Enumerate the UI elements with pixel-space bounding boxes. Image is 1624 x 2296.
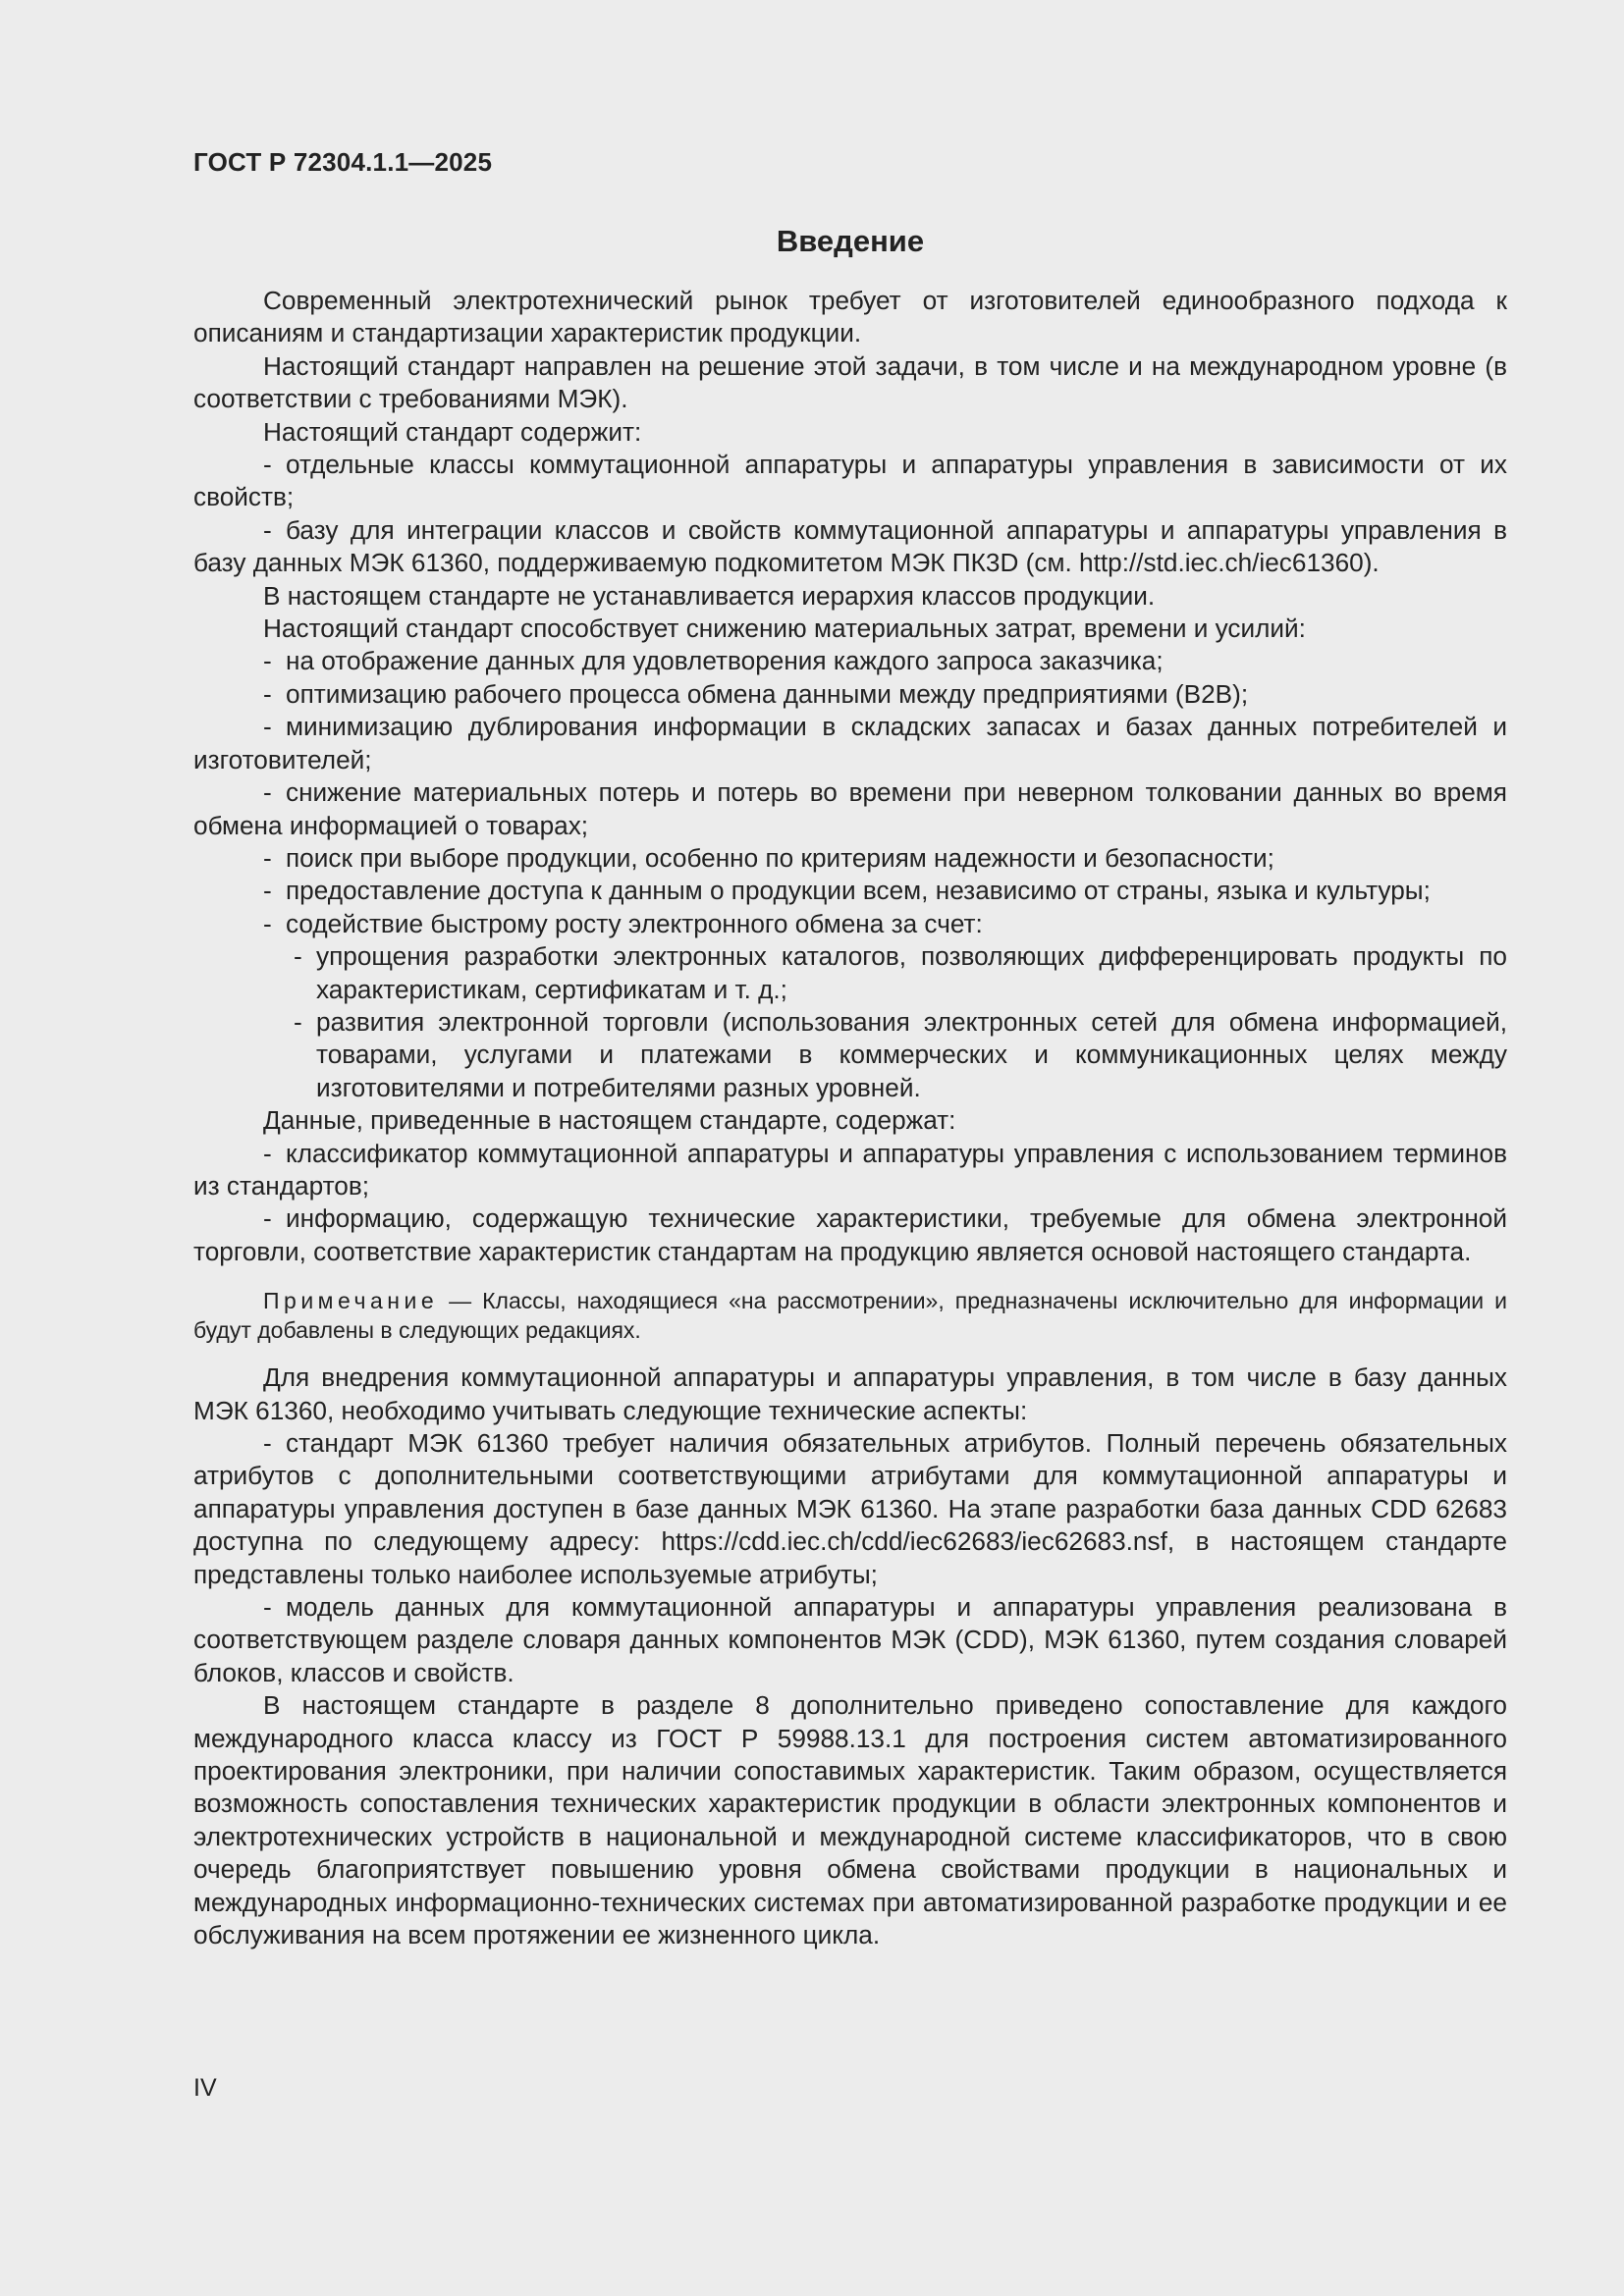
list-item	[193, 678, 1507, 711]
list-marker: -	[263, 876, 272, 906]
sub-list-item	[193, 1006, 1507, 1104]
list-marker: -	[263, 1428, 272, 1458]
list-marker: -	[263, 1138, 272, 1168]
list-marker: -	[263, 842, 272, 873]
list-item	[193, 1138, 1507, 1203]
list-item	[193, 776, 1507, 842]
list-marker: -	[294, 1006, 302, 1037]
list-item-text: развития электронной торговли (использования электронных сетей для обмена информацией, товарами, услугами и платежами в коммерческих и коммуникационных целях между изготовителями и потребителями разных уровней.	[316, 1006, 1507, 1102]
list-item	[193, 1591, 1507, 1689]
paragraph: Настоящий стандарт содержит:	[263, 416, 642, 447]
list-item-text: модель данных для коммутационной аппаратуры и аппаратуры управления реализована в соответствующем разделе словаря данных компонентов МЭК (CDD), МЭК 61360, путем создания словарей блоков, классов и свойств.	[193, 1592, 1507, 1687]
paragraph: В настоящем стандарте не устанавливается иерархия классов продукции.	[263, 580, 1156, 611]
list-item-text: классификатор коммутационной аппаратуры и аппаратуры управления с использованием терминов из стандартов;	[193, 1138, 1507, 1201]
list-item-text: отдельные классы коммутационной аппаратуры и аппаратуры управления в зависимости от их свойств;	[193, 450, 1507, 512]
paragraph: В настоящем стандарте в разделе 8 дополнительно приведено сопоставление для каждого международного класса классу из ГОСТ Р 59988.13.1 для построения систем автоматизированного проектирования электроники, при наличии сопоставимых характеристик. Таким образом, осуществляется возможность сопоставления технических характеристик продукции в области электронных компонентов и электротехнических устройств в национальной и международной системе классификаторов, что в свою очередь благоприятствует повышению уровня обмена свойствами продукции в национальных и международных информационно-технических системах при автоматизированной разработке продукции и ее обслуживания на всем протяжении ее жизненного цикла.	[193, 1690, 1507, 1950]
list-item	[193, 875, 1507, 907]
section-title: Введение	[776, 224, 925, 258]
list-item	[193, 711, 1507, 776]
list-marker: -	[263, 1203, 272, 1234]
sub-list-item	[193, 940, 1507, 1006]
list-marker: -	[263, 646, 272, 676]
note-label: Примечание	[263, 1288, 439, 1314]
list-item-text: содействие быстрому росту электронного обмена за счет:	[286, 908, 983, 938]
list-item	[193, 908, 1507, 940]
note	[193, 1286, 1507, 1345]
list-marker: -	[263, 777, 272, 808]
paragraph: Для внедрения коммутационной аппаратуры и аппаратуры управления, в том числе в базу данных МЭК 61360, необходимо учитывать следующие технические аспекты:	[193, 1362, 1507, 1425]
paragraph: Настоящий стандарт способствует снижению материальных затрат, времени и усилий:	[263, 614, 1306, 644]
list-item	[193, 842, 1507, 875]
list-marker: -	[263, 908, 272, 938]
note-text: — Классы, находящиеся «на рассмотрении», предназначены исключительно для информации и будут добавлены в следующих редакциях.	[193, 1288, 1507, 1344]
list-marker: -	[263, 450, 272, 480]
list-item	[193, 449, 1507, 514]
document-code: ГОСТ Р 72304.1.1—2025	[193, 147, 493, 177]
body-text	[193, 285, 1507, 1952]
list-item-text: базу для интеграции классов и свойств коммутационной аппаратуры и аппаратуры управления в базу данных МЭК 61360, поддерживаемую подкомитетом МЭК ПК3D (см. http://std.iec.ch/iec61360).	[193, 514, 1507, 578]
paragraph: Настоящий стандарт направлен на решение этой задачи, в том числе и на международном уровне (в соответствии с требованиями МЭК).	[193, 350, 1507, 414]
list-marker: -	[263, 1592, 272, 1623]
paragraph: Данные, приведенные в настоящем стандарте, содержат:	[263, 1105, 956, 1136]
list-item-text: поиск при выборе продукции, особенно по критериям надежности и безопасности;	[286, 842, 1274, 873]
list-item-text: предоставление доступа к данным о продукции всем, независимо от страны, языка и культуры;	[286, 876, 1431, 906]
page-number: IV	[193, 2074, 217, 2102]
list-item	[193, 514, 1507, 580]
list-marker: -	[294, 941, 302, 972]
list-item-text: информацию, содержащую технические характеристики, требуемые для обмена электронной торговли, соответствие характеристик стандартам на продукцию является основой настоящего стандарта.	[193, 1203, 1507, 1266]
list-marker: -	[263, 514, 272, 545]
list-item	[193, 1427, 1507, 1591]
list-item-text: снижение материальных потерь и потерь во времени при неверном толковании данных во время обмена информацией о товарах;	[193, 777, 1507, 840]
list-item	[193, 645, 1507, 677]
list-item-text: упрощения разработки электронных каталогов, позволяющих дифференцировать продукты по характеристикам, сертификатам и т. д.;	[316, 941, 1507, 1004]
list-item-text: минимизацию дублирования информации в складских запасах и базах данных потребителей и изготовителей;	[193, 712, 1507, 774]
list-item	[193, 1202, 1507, 1268]
paragraph: Современный электротехнический рынок требует от изготовителей единообразного подхода к описаниям и стандартизации характеристик продукции.	[193, 286, 1507, 348]
list-item-text: на отображение данных для удовлетворения каждого запроса заказчика;	[286, 646, 1164, 676]
list-marker: -	[263, 712, 272, 742]
list-marker: -	[263, 678, 272, 709]
list-item-text: стандарт МЭК 61360 требует наличия обязательных атрибутов. Полный перечень обязательных атрибутов с дополнительными соответствующими атрибутами для коммутационной аппаратуры и аппаратуры управления доступен в базе данных МЭК 61360. На этапе разработки база данных CDD 62683 доступна по следующему адресу: https://cdd.iec.ch/cdd/iec62683/iec62683.nsf, в настоящем стандарте представлены только наиболее используемые атрибуты;	[193, 1428, 1507, 1589]
list-item-text: оптимизацию рабочего процесса обмена данными между предприятиями (B2B);	[286, 678, 1249, 709]
